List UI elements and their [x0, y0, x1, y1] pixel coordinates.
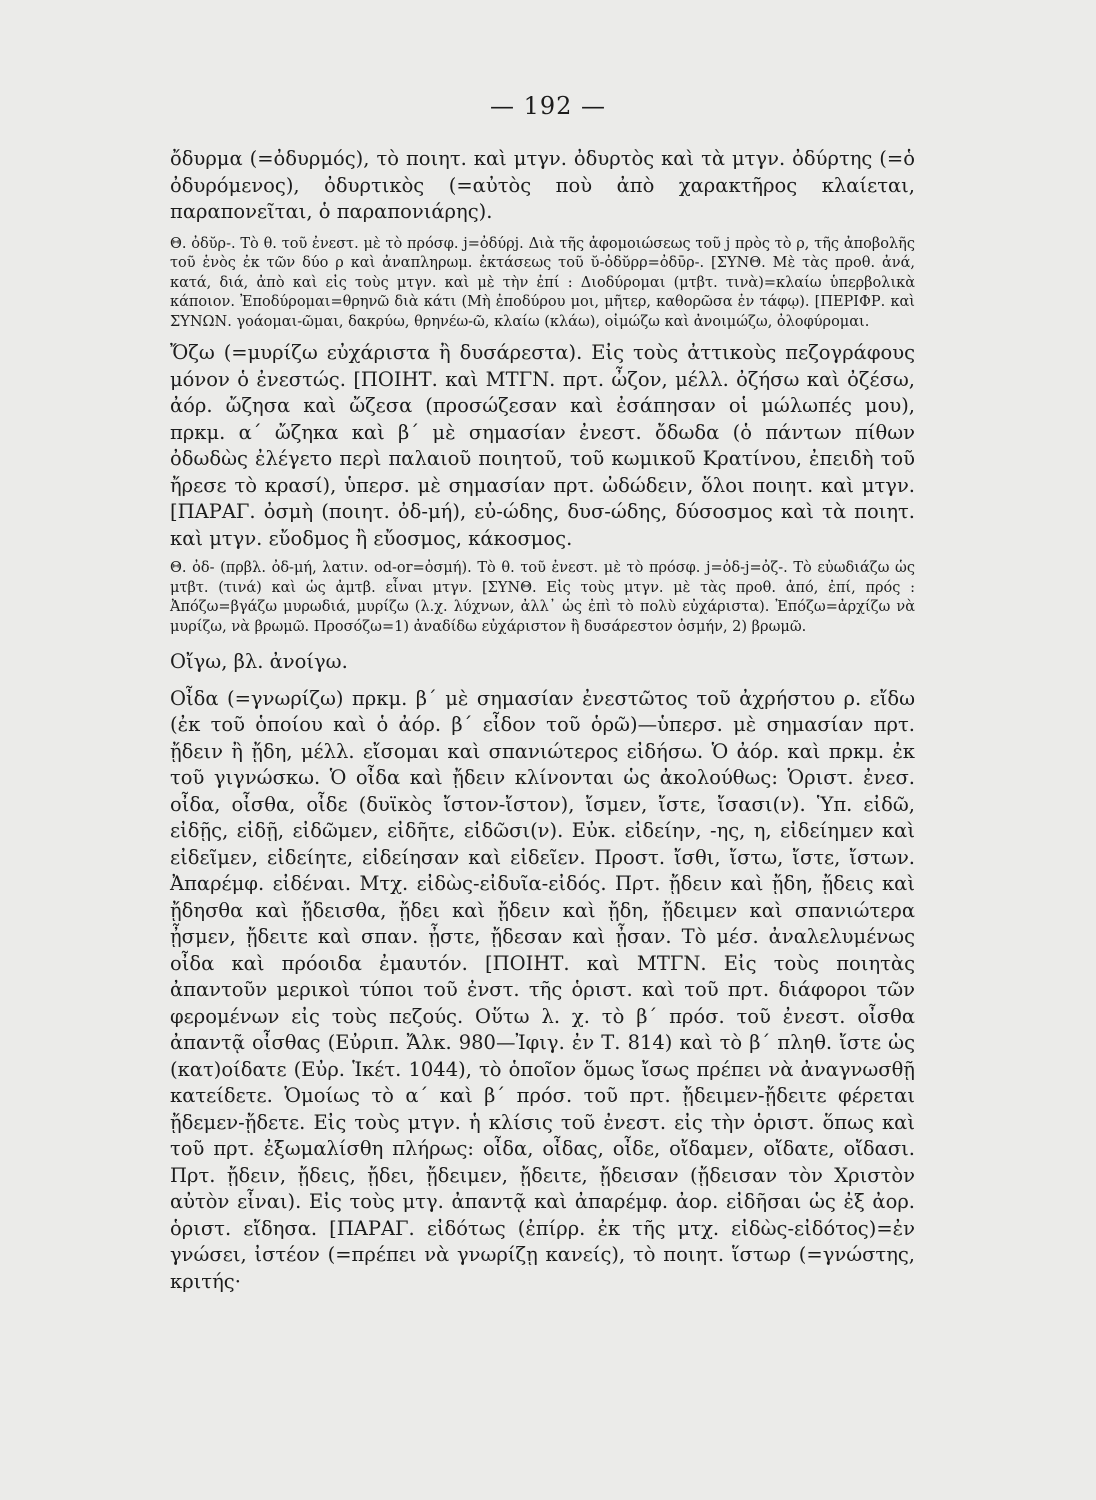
entry-oida: Οἶδα (=γνωρίζω) πρκμ. β΄ μὲ σημασίαν ἐνεστῶτος τοῦ ἀχρήστου ρ. εἴδω (ἐκ τοῦ ὁποίου καὶ ὁ ἀόρ. β΄ εἶδον τοῦ ὁρῶ)—ὑπερσ. μὲ σημασίαν πρτ. ᾔδειν ἢ ᾔδη, μέλλ. εἴσομαι καὶ σπανιώτερος εἰδήσω. Ὁ ἀόρ. καὶ πρκμ. ἐκ τοῦ γιγνώσκω. Ὁ οἶδα καὶ ᾔδειν κλίνονται ὡς ἀκολούθως: Ὁριστ. ἐνεσ. οἶδα, οἶσθα, οἶδε (δυϊκὸς ἴστον-ἴστον), ἴσμεν, ἴστε, ἴσασι(ν). Ὑπ. εἰδῶ, εἰδῇς, εἰδῇ, εἰδῶμεν, εἰδῆτε, εἰδῶσι(ν). Εὐκ. εἰδείην, -ης, η, εἰδείημεν καὶ εἰδεῖμεν, εἰδείητε, εἰδείησαν καὶ εἰδεῖεν. Προστ. ἴσθι, ἴστω, ἴστε, ἴστων. Ἀπαρέμφ. εἰδέναι. Μτχ. εἰδὼς-εἰδυῖα-εἰδός. Πρτ. ᾔδειν καὶ ᾔδη, ᾔδεις καὶ ᾔδησθα καὶ ᾔδεισθα, ᾔδει καὶ ᾔδειν καὶ ᾔδη, ᾔδειμεν καὶ σπανιώτερα ᾖσμεν, ᾔδειτε καὶ σπαν. ᾖστε, ᾔδεσαν καὶ ᾖσαν. Τὸ μέσ. ἀναλελυμένως οἶδα καὶ πρόοιδα ἐμαυτόν. [ΠΟΙΗΤ. καὶ ΜΤΓΝ. Εἰς τοὺς ποιητὰς ἀπαντοῦν μερικοὶ τύποι τοῦ ἐνστ. τῆς ὁριστ. καὶ τοῦ πρτ. διάφοροι τῶν φερομένων εἰς τοὺς πεζούς. Οὕτω λ. χ. τὸ β΄ πρόσ. τοῦ ἐνεστ. οἶσθα ἀπαντᾷ οἶσθας (Εὐριπ. Ἄλκ. 980—Ἰφιγ. ἐν Τ. 814) καὶ τὸ β΄ πληθ. ἴστε ὡς (κατ)οίδατε (Εὐρ. Ἱκέτ. 1044), τὸ ὁποῖον ὅμως ἴσως πρέπει νὰ ἀναγνωσθῇ κατείδετε. Ὁμοίως τὸ α΄ καὶ β΄ πρόσ. τοῦ πρτ. ᾔδειμεν-ᾔδειτε φέρεται ᾔδεμεν-ᾔδετε. Εἰς τοὺς μτγν. ἡ κλίσις τοῦ ἐνεστ. εἰς τὴν ὁριστ. ὅπως καὶ τοῦ πρτ. ἐξωμαλίσθη πλήρως: οἶδα, οἶδας, οἶδε, οἴδαμεν, οἴδατε, οἴδασι. Πρτ. ᾔδειν, ᾔδεις, ᾔδει, ᾔδειμεν, ᾔδειτε, ᾔδεισαν (ᾔδεισαν τὸν Χριστὸν αὐτὸν εἶναι). Εἰς τοὺς μτγ. ἀπαντᾷ καὶ ἀπαρέμφ. ἀορ. εἰδῆσαι ὡς ἐξ ἀορ. ὁριστ. εἴδησα. [ΠΑΡΑΓ. εἰδότως (ἐπίρρ. ἐκ τῆς μτχ. εἰδὼς-εἰδότος)=ἐν γνώσει, ἰστέον (=πρέπει νὰ γνωρίζῃ κανείς), τὸ ποιητ. ἵστωρ (=γνώστης, κριτής·: [170, 686, 915, 1293]
entry-odyrma: ὄδυρμα (=ὀδυρμός), τὸ ποιητ. καὶ μτγν. ὀδυρτὸς καὶ τὰ μτγν. ὀδύρτης (=ὁ ὀδυρόμενος), ὀδυρτικὸς (=αὐτὸς ποὺ ἀπὸ χαρακτῆρος κλαίεται, παραπονεῖται, ὁ παραπονιάρης).: [170, 147, 915, 223]
entry-oigo: Οἴγω, βλ. ἀνοίγω.: [170, 650, 348, 673]
etymology-note-ozo: Θ. ὀδ- (πρβλ. ὀδ-μή, λατιν. od-or=ὀσμή). Τὸ θ. τοῦ ἐνεστ. μὲ τὸ πρόσφ. j=ὀδ-j=ὀζ-. Τὸ εὐωδιάζω ὡς μτβτ. (τινά) καὶ ὡς ἀμτβ. εἶναι μτγν. [ΣΥΝΘ. Εἰς τοὺς μτγν. μὲ τὰς προθ. ἀπό, ἐπί, πρός : Ἀπόζω=βγάζω μυρωδιά, μυρίζω (λ.χ. λύχνων, ἀλλ᾿ ὡς ἐπὶ τὸ πολὺ εὐχάριστα). Ἐπόζω=ἀρχίζω νὰ μυρίζω, νὰ βρωμῶ. Προσόζω=1) ἀναδίδω εὐχάριστον ἢ δυσάρεστον ὀσμήν, 2) βρωμῶ.: [170, 560, 915, 635]
entry-ozo: Ὄζω (=μυρίζω εὐχάριστα ἢ δυσάρεστα). Εἰς τοὺς ἀττικοὺς πεζογράφους μόνον ὁ ἐνεστώς. [ΠΟΙΗΤ. καὶ ΜΤΓΝ. πρτ. ὦζον, μέλλ. ὀζήσω καὶ ὀζέσω, ἀόρ. ὤζησα καὶ ὤζεσα (προσώζεσαν καὶ ἐσάπησαν οἱ μώλωπές μου), πρκμ. α΄ ὤζηκα καὶ β΄ μὲ σημασίαν ἐνεστ. ὄδωδα (ὁ πάντων πίθων ὀδωδὼς ἐλέγετο περὶ παλαιοῦ ποιητοῦ, τοῦ κωμικοῦ Κρατίνου, ἐπειδὴ τοῦ ἤρεσε τὸ κρασί), ὑπερσ. μὲ σημασίαν πρτ. ὠδώδειν, ὅλοι ποιητ. καὶ μτγν. [ΠΑΡΑΓ. ὀσμὴ (ποιητ. ὀδ-μή), εὐ-ώδης, δυσ-ώδης, δύσοσμος καὶ τὰ ποιητ. καὶ μτγν. εὔοδμος ἢ εὔοσμος, κάκοσμος.: [170, 341, 915, 550]
page-number: — 192 —: [489, 92, 607, 120]
text-column: [170, 146, 915, 1295]
etymology-note-odyromai: Θ. ὀδῠρ-. Τὸ θ. τοῦ ἐνεστ. μὲ τὸ πρόσφ. j=ὀδύρj. Διὰ τῆς ἀφομοιώσεως τοῦ j πρὸς τὸ ρ, τῆς ἀποβολῆς τοῦ ἑνὸς ἐκ τῶν δύο ρ καὶ ἀναπληρωμ. ἐκτάσεως τοῦ ῠ-ὀδῠρρ=ὀδῡρ-. [ΣΥΝΘ. Μὲ τὰς προθ. ἀνά, κατά, διά, ἀπὸ καὶ εἰς τοὺς μτγν. καὶ μὲ τὴν ἐπί : Διοδύρομαι (μτβτ. τινὰ)=κλαίω ὑπερβολικὰ κάποιον. Ἐποδύρομαι=θρηνῶ διὰ κάτι (Μὴ ἐποδύρου μοι, μῆτερ, καθορῶσα ἐν τάφῳ). [ΠΕΡΙΦΡ. καὶ ΣΥΝΩΝ. γοάομαι-ῶμαι, δακρύω, θρηνέω-ῶ, κλαίω (κλάω), οἰμώζω καὶ ἀνοιμώζω, ὀλοφύρομαι.: [170, 235, 915, 330]
